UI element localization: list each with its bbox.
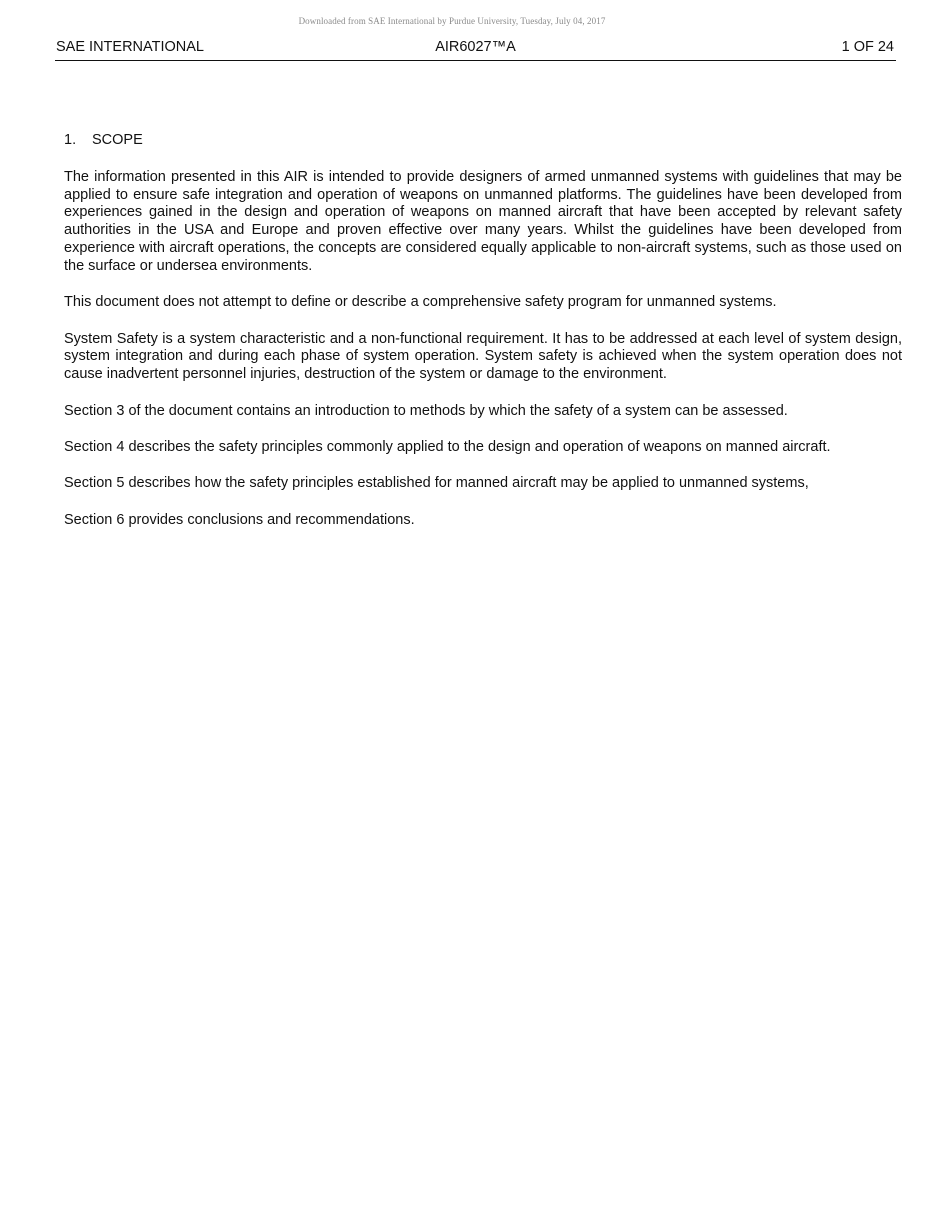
section-title: SCOPE	[92, 132, 143, 148]
paragraph-section-6: Section 6 provides conclusions and recommendations.	[64, 511, 415, 528]
paragraph-section-4: Section 4 describes the safety principles commonly applied to the design and operation of weapons on manned aircraft.	[64, 438, 831, 455]
page-header	[55, 38, 896, 61]
paragraph-section-5: Section 5 describes how the safety principles established for manned aircraft may be applied to unmanned systems,	[64, 475, 809, 492]
page-number: 1 OF 24	[841, 39, 894, 55]
paragraph-disclaimer: This document does not attempt to define or describe a comprehensive safety program for unmanned systems.	[64, 294, 777, 311]
document-number: AIR6027™A	[435, 39, 516, 55]
paragraph-intro: The information presented in this AIR is intended to provide designers of armed unmanned systems with guidelines that may be applied to ensure safe integration and operation of weapons on unmanned platforms. The guidelines have been developed from experiences gained in the design and operation of weapons on manned aircraft that have been accepted by relevant safety authorities in the USA and Europe and proven effective over many years. Whilst the guidelines have been developed from experience with aircraft operations, the concepts are considered equally applicable to non-aircraft systems, such as those used on the surface or undersea environments.	[64, 168, 902, 274]
publisher-name: SAE INTERNATIONAL	[56, 39, 204, 55]
paragraph-section-3: Section 3 of the document contains an introduction to methods by which the safety of a system can be assessed.	[64, 402, 788, 419]
paragraph-system-safety: System Safety is a system characteristic and a non-functional requirement. It has to be addressed at each level of system design, system integration and during each phase of system operation. System safety is achieved when the system operation does not cause inadvertent personnel injuries, destruction of the system or damage to the environment.	[64, 330, 902, 383]
document-body	[64, 132, 902, 548]
section-heading	[64, 132, 902, 150]
section-number: 1.	[64, 132, 77, 148]
download-watermark: Downloaded from SAE International by Purdue University, Tuesday, July 04, 2017	[298, 16, 606, 26]
